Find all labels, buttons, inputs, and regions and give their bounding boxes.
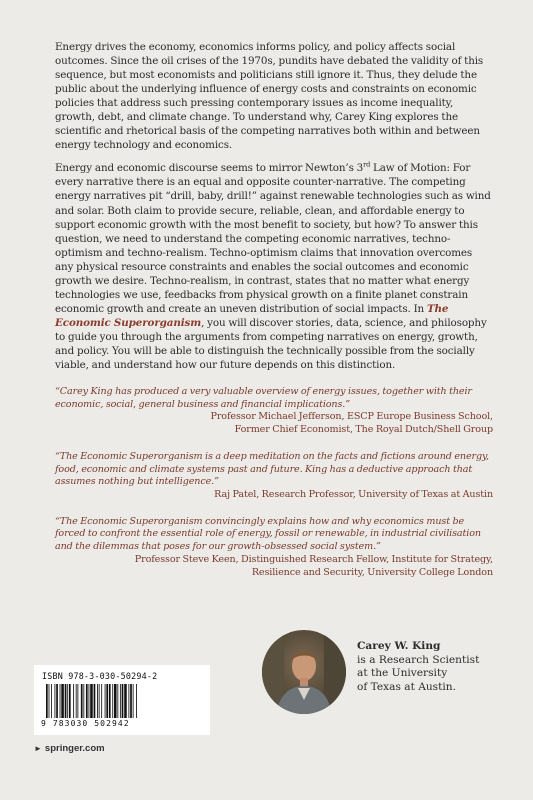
barcode-bar <box>117 684 118 718</box>
barcode-bar <box>109 684 111 718</box>
barcode-bar <box>122 684 124 718</box>
barcode-bar <box>51 684 52 718</box>
barcode-digits: 9 783030 502942 <box>41 719 130 728</box>
author-bio-line: is a Research Scientist <box>357 653 480 666</box>
endorsement-source: Raj Patel, Research Professor, University of Texas at Austin <box>214 489 493 500</box>
barcode-bar <box>90 684 93 718</box>
endorsement-source: Professor Steve Keen, Distinguished Research Fellow, Institute for Strategy, <box>134 553 493 565</box>
barcode-bar <box>69 684 71 718</box>
barcode-bar <box>97 684 98 718</box>
endorsement-1 <box>55 386 493 437</box>
barcode-bar <box>46 684 48 718</box>
isbn-label: ISBN 978-3-030-50294-2 <box>42 671 158 681</box>
barcode-bar <box>106 684 108 718</box>
superscript: rd <box>363 160 371 169</box>
endorsement-text: “The Economic Superorganism is a deep meditation on the facts and fictions around energy, food, economic and climate systems past and future. King has a deductive approach that assumes nothing but intelligence.” <box>55 450 489 488</box>
endorsement-source: Former Chief Economist, The Royal Dutch/Shell Group <box>234 424 493 436</box>
barcode-bar <box>120 684 121 718</box>
paragraph-2-text-c: , you will discover stories, data, science, and philosophy to guide you through the arguments from competing narratives on energy, growth, and policy. You will be able to distinguish the technically possible from the socially viable, and understand how our future depends on this distinction. <box>55 316 487 372</box>
author-photo <box>262 630 346 714</box>
barcode-bar <box>60 684 61 718</box>
barcode-bar <box>65 684 67 718</box>
author-bio-line: at the University <box>357 667 448 680</box>
barcode-bar <box>133 684 134 718</box>
barcode-bar <box>76 684 77 718</box>
publisher-url-text: springer.com <box>44 743 105 754</box>
endorsement-2 <box>55 451 493 502</box>
publisher-url[interactable] <box>34 743 105 754</box>
barcode-bar <box>61 684 64 718</box>
arrow-right-icon: ► <box>34 744 42 753</box>
barcode-bar <box>99 684 100 718</box>
barcode-bar <box>94 684 96 718</box>
barcode-bar <box>56 684 58 718</box>
barcode-bar <box>130 684 132 718</box>
description-paragraph-1: Energy drives the economy, economics informs policy, and policy affects social outcomes. Since the oil crises of the 1970s, pundits have debated the validity of this sequence, but most economists and politicians still ignore it. Thus, they delude the public about the underlying influence of energy costs and constraints on economic policies that address such pressing contemporary issues as income inequality, growth, debt, and climate change. To understand why, Carey King explores the scientific and rhetorical basis of the competing narratives both within and between energy technology and economics. <box>55 41 484 152</box>
barcode-bar <box>89 684 90 718</box>
barcode-bar <box>81 684 83 718</box>
endorsement-text: “Carey King has produced a very valuable overview of energy issues, together with their economic, social, general business and financial implications.” <box>55 386 472 410</box>
paragraph-2-text-a: Energy and economic discourse seems to mirror Newton’s 3 <box>55 162 364 175</box>
barcode-bar <box>124 684 127 718</box>
author-name: Carey W. King <box>357 640 441 652</box>
barcode-bar <box>67 684 68 718</box>
book-title-inline: The Economic Superorganism <box>55 302 449 329</box>
author-bio <box>357 640 507 694</box>
barcode-bar <box>86 684 88 718</box>
barcode-bar <box>83 684 84 718</box>
description-text <box>55 40 493 579</box>
barcode-bar <box>101 684 102 718</box>
barcode-bars <box>44 684 200 718</box>
barcode-bar <box>55 684 56 718</box>
barcode-bar <box>136 684 137 718</box>
barcode-bar <box>105 684 106 718</box>
barcode-bar <box>77 684 78 718</box>
barcode-bar <box>49 684 50 718</box>
description-paragraph-2 <box>55 161 493 372</box>
barcode-bar <box>128 684 129 718</box>
barcode-bar <box>114 684 117 718</box>
endorsement-3 <box>55 516 493 580</box>
author-portrait-image <box>262 630 346 714</box>
endorsement-source: Professor Michael Jefferson, ESCP Europe Business School, <box>210 411 493 423</box>
author-bio-line: of Texas at Austin. <box>357 680 456 693</box>
isbn-barcode <box>34 665 210 735</box>
endorsement-text: “The Economic Superorganism convincingly explains how and why economics must be forced to confront the essential role of energy, fossil or renewable, in industrial civilisation and the dilemmas that poses for our growth-obsessed social system.” <box>55 515 481 553</box>
endorsement-source: Resilience and Security, University College London <box>251 566 493 578</box>
barcode-bar <box>73 684 74 718</box>
paragraph-2-text-b: Law of Motion: For every narrative there is an equal and opposite counter-narrative. The competing energy narratives pit “drill, baby, drill!” against renewable technologies such as wind and solar. Both claim to provide secure, reliable, clean, and affordable energy to support economic growth with the most benefit to society, but how? To answer this question, we need to understand the competing economic narratives, techno-optimism and techno-realism. Techno-optimism claims that innovation overcomes any physical resource constraints and enables the social outcomes and economic growth we desire. Techno-realism, in contrast, states that no matter what energy technologies we use, feedbacks from physical growth on a finite planet constrain economic growth and create an uneven distribution of social impacts. In <box>55 162 491 315</box>
barcode-bar <box>112 684 113 718</box>
